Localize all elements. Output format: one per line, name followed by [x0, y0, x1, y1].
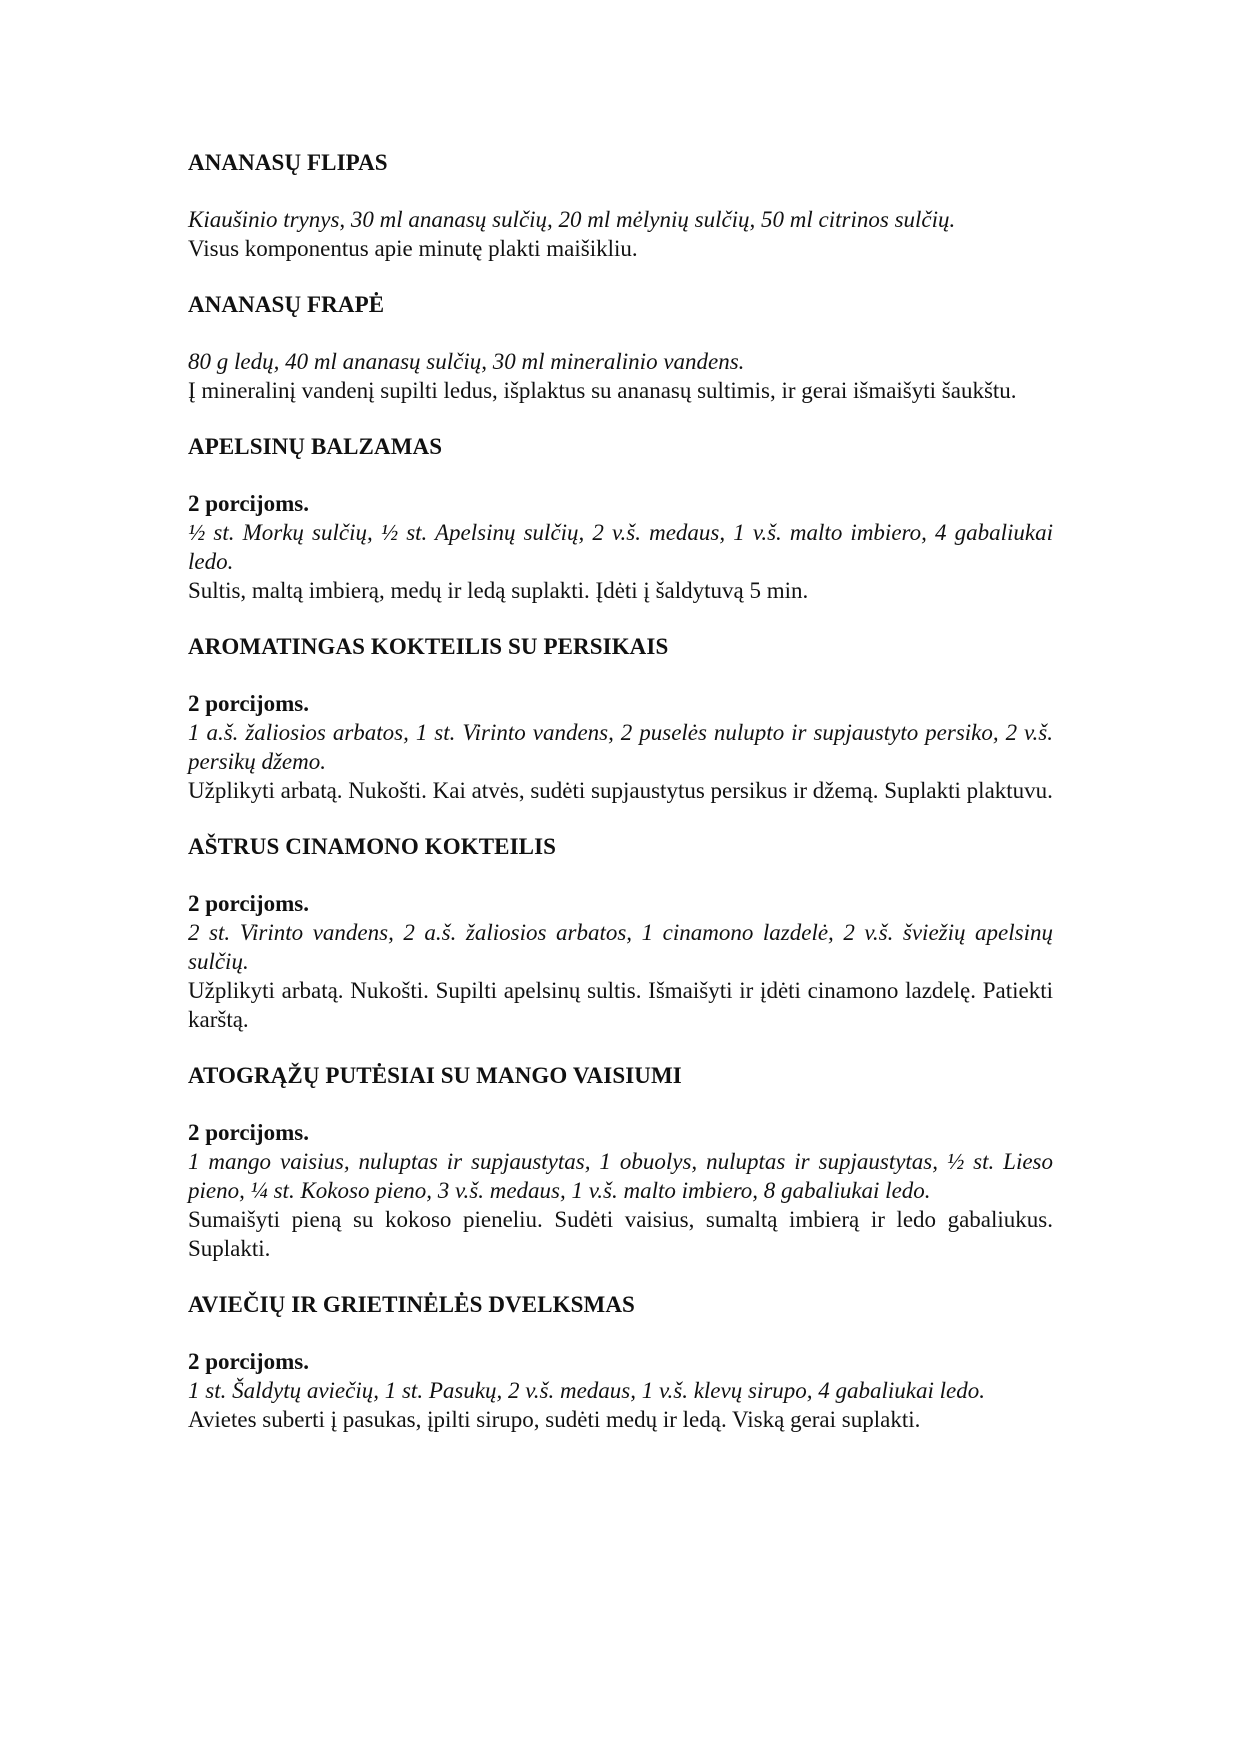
recipe-servings: 2 porcijoms.	[188, 1120, 309, 1145]
recipe-ananasu-frape	[188, 290, 1053, 405]
recipe-ananasu-flipas	[188, 148, 1053, 263]
recipe-ingredients: 1 a.š. žaliosios arbatos, 1 st. Virinto vandens, 2 puselės nulupto ir supjaustyto persiko, 2 v.š. persikų džemo.	[188, 720, 1053, 774]
recipe-astrus-cinamono-kokteilis	[188, 832, 1053, 1034]
recipe-ingredients: 1 mango vaisius, nuluptas ir supjaustytas, 1 obuolys, nuluptas ir supjaustytas, ½ st. Lieso pieno, ¼ st. Kokoso pieno, 3 v.š. medaus, 1 v.š. malto imbiero, 8 gabaliukai ledo.	[188, 1149, 1053, 1203]
recipe-title: AVIEČIŲ IR GRIETINĖLĖS DVELKSMAS	[188, 1292, 635, 1317]
recipe-title: ANANASŲ FRAPĖ	[188, 292, 385, 317]
recipe-title: ATOGRĄŽŲ PUTĖSIAI SU MANGO VAISIUMI	[188, 1063, 682, 1088]
recipe-servings: 2 porcijoms.	[188, 691, 309, 716]
recipe-instructions: Užplikyti arbatą. Nukošti. Supilti apelsinų sultis. Išmaišyti ir įdėti cinamono lazdelę. Patiekti karštą.	[188, 978, 1053, 1032]
recipe-aromatingas-kokteilis	[188, 632, 1053, 805]
recipe-instructions: Avietes suberti į pasukas, įpilti sirupo, sudėti medų ir ledą. Viską gerai suplakti.	[188, 1407, 921, 1432]
recipe-title: APELSINŲ BALZAMAS	[188, 434, 443, 459]
recipe-apelsinu-balzamas	[188, 432, 1053, 605]
recipe-ingredients: ½ st. Morkų sulčių, ½ st. Apelsinų sulčių, 2 v.š. medaus, 1 v.š. malto imbiero, 4 gabaliukai ledo.	[188, 520, 1053, 574]
recipe-ingredients: 80 g ledų, 40 ml ananasų sulčių, 30 ml mineralinio vandens.	[188, 349, 745, 374]
recipe-avieciu-dvelksmas	[188, 1290, 1053, 1434]
recipe-ingredients: Kiaušinio trynys, 30 ml ananasų sulčių, 20 ml mėlynių sulčių, 50 ml citrinos sulčių.	[188, 207, 956, 232]
recipe-instructions: Sumaišyti pieną su kokoso pieneliu. Sudėti vaisius, sumaltą imbierą ir ledo gabaliukus. Suplakti.	[188, 1207, 1053, 1261]
recipe-atograzu-putesiai	[188, 1061, 1053, 1263]
recipe-instructions: Sultis, maltą imbierą, medų ir ledą suplakti. Įdėti į šaldytuvą 5 min.	[188, 578, 809, 603]
recipe-title: ANANASŲ FLIPAS	[188, 150, 388, 175]
recipe-instructions: Užplikyti arbatą. Nukošti. Kai atvės, sudėti supjaustytus persikus ir džemą. Suplakti plaktuvu.	[188, 778, 1053, 803]
recipe-ingredients: 2 st. Virinto vandens, 2 a.š. žaliosios arbatos, 1 cinamono lazdelė, 2 v.š. šviežių apelsinų sulčių.	[188, 920, 1053, 974]
recipe-page	[188, 148, 1053, 1461]
recipe-ingredients: 1 st. Šaldytų aviečių, 1 st. Pasukų, 2 v.š. medaus, 1 v.š. klevų sirupo, 4 gabaliukai ledo.	[188, 1378, 985, 1403]
recipe-instructions: Į mineralinį vandenį supilti ledus, išplaktus su ananasų sultimis, ir gerai išmaišyti šaukštu.	[188, 378, 1017, 403]
recipe-title: AŠTRUS CINAMONO KOKTEILIS	[188, 834, 557, 859]
recipe-servings: 2 porcijoms.	[188, 491, 309, 516]
recipe-instructions: Visus komponentus apie minutę plakti maišikliu.	[188, 236, 638, 261]
recipe-title: AROMATINGAS KOKTEILIS SU PERSIKAIS	[188, 634, 669, 659]
recipe-servings: 2 porcijoms.	[188, 1349, 309, 1374]
recipe-servings: 2 porcijoms.	[188, 891, 309, 916]
